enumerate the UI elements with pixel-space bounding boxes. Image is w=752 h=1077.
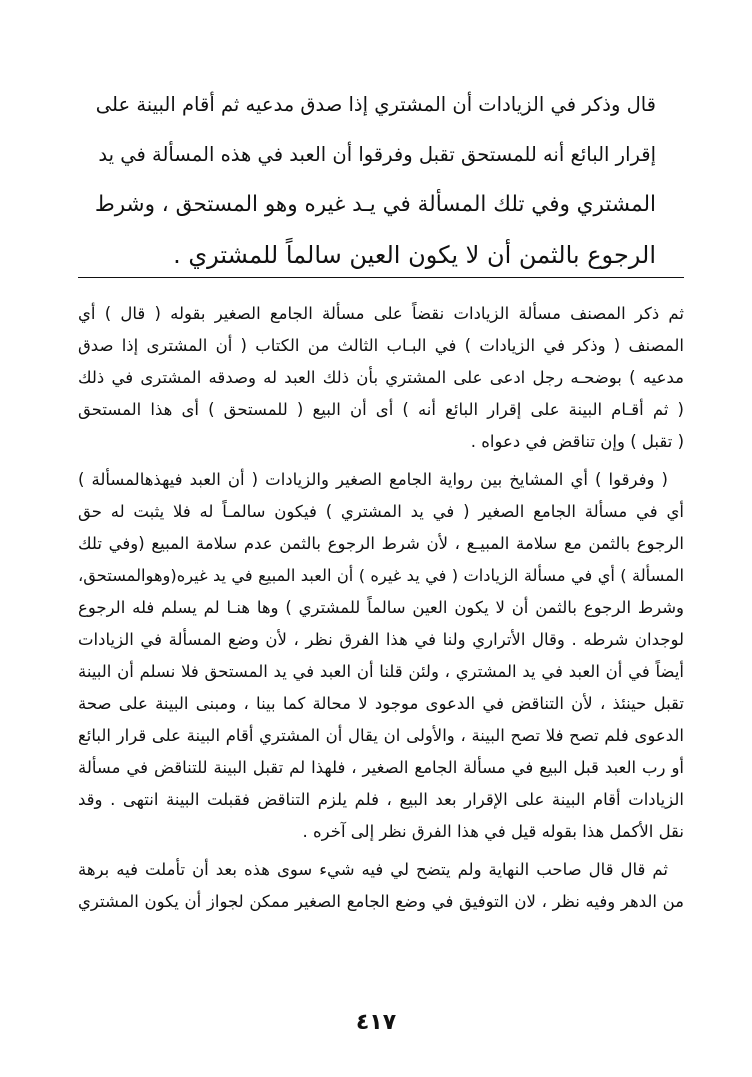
matn-line: قال وذكر في الزيادات أن المشتري إذا صدق مدعيه ثم أقام البينة على <box>95 93 656 116</box>
separator-rule <box>78 277 684 278</box>
commentary-line: ثم ذكر المصنف مسألة الزيادات نقضاً على مسألة الجامع الصغير بقوله ( قال ) أي <box>78 304 684 323</box>
commentary-line: وشرط الرجوع بالثمن أن لا يكون العين سالماً للمشتري ) وها هنـا لم يسلم فله الرجوع <box>78 598 684 617</box>
commentary-paragraph <box>78 854 684 918</box>
page-number: ٤١٧ <box>355 1010 397 1035</box>
commentary-line: لوجدان شرطه . وقال الأتراري ولنا في هذا الفرق نظر ، لأن وضع المسألة في الزيادات <box>78 630 684 649</box>
commentary-line: مدعيه ) بوضحـه رجل ادعى على المشتري بأن ذلك العبد له وصدقه المشترى في ذلك <box>78 368 684 387</box>
matn-line: الرجوع بالثمن أن لا يكون العين سالماً للمشتري . <box>173 241 656 269</box>
commentary-line: أو رب العبد قبل البيع في مسألة الجامع الصغير ، فلهذا لم تقبل البينة للتناقض في مسألة <box>78 758 684 777</box>
commentary-line: أيضاً في أن العبد في يد المشتري ، ولئن قلنا أن العبد في يد المستحق فلا نسلم أن البينة <box>78 662 684 681</box>
commentary-line: ( ثم أقـام البينة على إقرار البائع أنه ) أى أن البيع ( للمستحق ) أى هذا المستحق <box>78 400 684 419</box>
matn-line: المشتري وفي تلك المسألة في يـد غيره وهو المستحق ، وشرط <box>94 192 656 217</box>
commentary-block <box>78 298 684 918</box>
commentary-paragraph <box>78 464 684 848</box>
commentary-line: أي في مسألة الجامع الصغير ( في يد المشتري ) فيكون سالمـاً له فلا يثبت له حق <box>78 502 684 521</box>
commentary-line: نقل الأكمل هذا بقوله قيل في هذا الفرق نظر إلى آخره . <box>302 822 684 841</box>
commentary-paragraph <box>78 298 684 458</box>
commentary-line: المصنف ( وذكر في الزيادات ) في البـاب الثالث من الكتاب ( أن المشترى إذا صدق <box>78 336 684 355</box>
commentary-line: ( تقبل ) وإن تناقض في دعواه . <box>470 432 684 451</box>
commentary-line: من الدهر وفيه نظر ، لان التوفيق في وضع الجامع الصغير ممكن لجواز أن يكون المشتري <box>78 892 684 911</box>
commentary-line: المسألة ) أي في مسألة الزيادات ( في يد غيره ) أن العبد المبيع في يد غيره(وهوالمستحق، <box>78 566 684 585</box>
commentary-line: الرجوع بالثمن مع سلامة المبيـع ، لأن شرط الرجوع بالثمن عدم سلامة المبيع (وفي تلك <box>78 534 684 553</box>
matn-text-block <box>96 80 656 280</box>
commentary-line: ثم قال قال صاحب النهاية ولم يتضح لي فيه شيء سوى هذه بعد أن تأملت فيه برهة <box>78 860 668 879</box>
commentary-line: ( وفرقوا ) أي المشايخ بين رواية الجامع الصغير والزيادات ( أن العبد فيهذهالمسألة ) <box>78 470 668 489</box>
matn-line: إقرار البائع أنه للمستحق تقبل وفرقوا أن العبد في هذه المسألة في يد <box>98 143 656 166</box>
commentary-line: تقبل حينئذ ، لأن التناقض في الدعوى موجود لا محالة كما بينا ، ومبنى البينة على صحة <box>78 694 684 713</box>
commentary-line: الدعوى فلم تصح فلا تصح البينة ، والأولى ان يقال أن المشتري أقام البينة على قرار البائع <box>78 726 684 745</box>
commentary-line: الزيادات أقام البينة على الإقرار بعد البيع ، فلم يلزم التناقض فقبلت البينة انتهى . وقد <box>78 790 684 809</box>
